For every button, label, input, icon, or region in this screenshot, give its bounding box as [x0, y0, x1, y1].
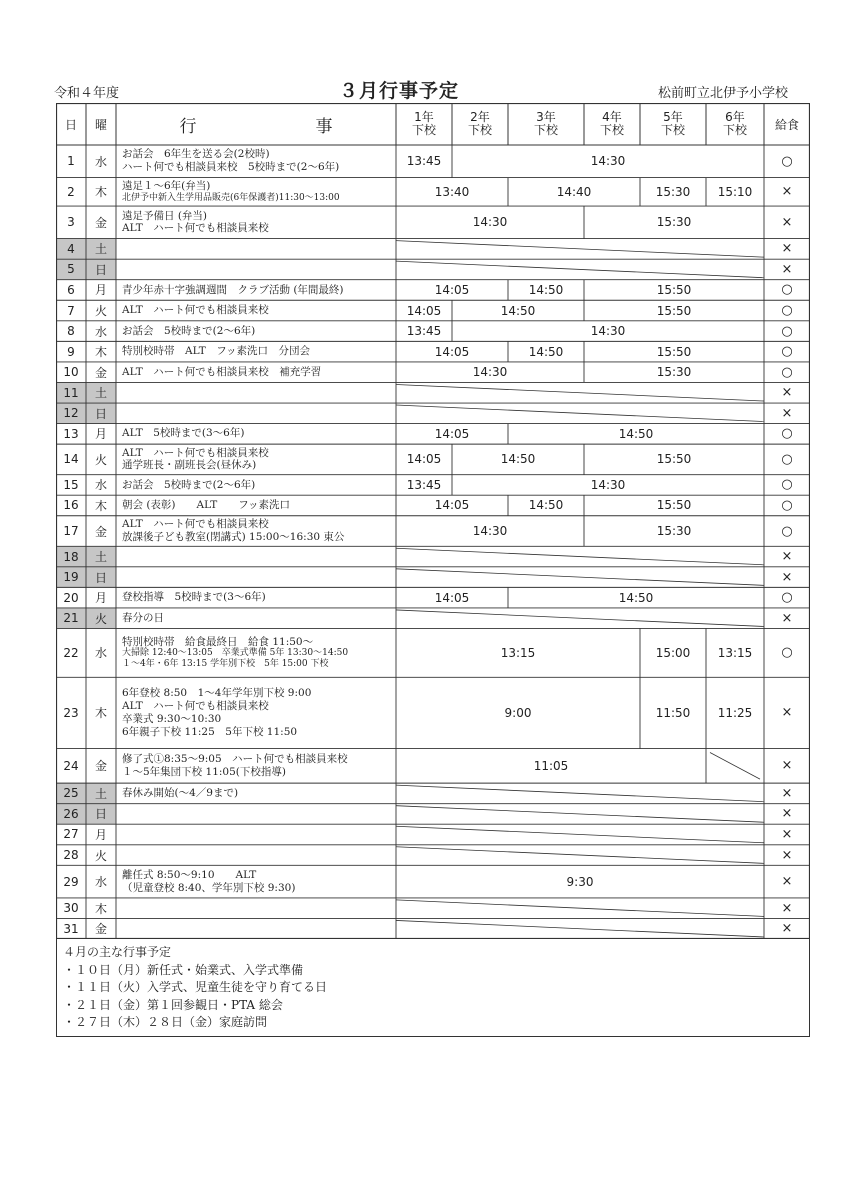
day-number: 2	[67, 184, 75, 199]
dismissal-time: 14:30	[472, 365, 508, 380]
event-line: ALT ハート何でも相談員来校	[122, 446, 269, 459]
dismissal-time: 14:50	[528, 344, 564, 359]
day-number: 26	[63, 806, 79, 821]
dismissal-time: 14:05	[434, 498, 470, 513]
lunch-mark: ×	[781, 261, 793, 277]
no-school-diagonal	[396, 785, 764, 802]
no-school-diagonal	[396, 610, 764, 627]
event-line: ALT ハート何でも相談員来校	[122, 700, 269, 713]
weekday: 木	[94, 498, 107, 513]
weekday: 金	[94, 759, 107, 774]
lunch-mark: ×	[781, 785, 793, 801]
event-line: 放課後子ども教室(閉講式) 15:00～16:30 東公	[122, 531, 345, 543]
fiscal-year: 令和４年度	[54, 86, 120, 101]
dismissal-time: 15:50	[656, 452, 692, 467]
day-number: 19	[63, 570, 79, 585]
dismissal-time: 14:50	[528, 282, 564, 297]
grade-header-line: 下校	[722, 123, 747, 137]
grade-header-line: 3年	[536, 109, 556, 124]
col-header-grade-3	[508, 103, 584, 145]
dismissal-time: 15:50	[656, 282, 692, 297]
event-line: お話会 5校時まで(2～6年)	[122, 478, 256, 491]
col-header-grade-6	[706, 103, 764, 145]
weekday: 金	[94, 922, 107, 937]
no-school-diagonal	[396, 261, 764, 278]
notes-item: ・２１日（金）第１回参観日・PTA 総会	[63, 997, 283, 1012]
dismissal-time: 15:50	[656, 344, 692, 359]
weekday: 木	[94, 901, 107, 916]
weekday: 日	[94, 262, 107, 277]
lunch-mark: ×	[781, 610, 793, 626]
lunch-mark: ×	[781, 241, 793, 257]
lunch-mark: ○	[781, 364, 793, 380]
event-cell	[116, 403, 402, 424]
dismissal-time: 15:30	[656, 524, 692, 538]
day-number: 15	[63, 477, 79, 492]
lunch-mark: ×	[781, 214, 793, 230]
lunch-mark: ○	[781, 451, 793, 467]
event-line: 特別校時帯 ALT フッ素洗口 分団会	[122, 345, 310, 358]
dismissal-time: 14:05	[434, 282, 470, 297]
event-cell	[116, 918, 402, 939]
event-cell	[116, 608, 402, 629]
dismissal-time: 14:30	[472, 215, 508, 230]
dismissal-time: 14:05	[406, 452, 442, 467]
col-header-weekday: 曜	[94, 117, 107, 132]
lunch-mark: ×	[781, 921, 793, 937]
day-number: 11	[63, 385, 79, 400]
weekday: 金	[94, 215, 107, 230]
lunch-mark: ×	[781, 758, 793, 774]
lunch-mark: ×	[781, 184, 793, 200]
col-header-events: 行 事	[179, 116, 333, 137]
dismissal-time: 13:45	[406, 154, 442, 169]
lunch-mark: ×	[781, 405, 793, 421]
day-number: 14	[63, 452, 79, 467]
event-cell	[116, 516, 402, 547]
event-cell	[116, 546, 402, 567]
event-cell	[116, 495, 402, 516]
lunch-mark: ×	[781, 826, 793, 842]
weekday: 月	[94, 827, 107, 842]
lunch-mark: ○	[781, 426, 793, 442]
grade-header-line: 下校	[533, 123, 558, 137]
event-cell	[116, 145, 402, 178]
event-line: 春休み開始(～4／9まで)	[122, 787, 239, 799]
page-title: ３月行事予定	[339, 80, 460, 102]
day-number: 17	[63, 524, 79, 538]
no-school-diagonal	[396, 900, 764, 917]
event-line: 遠足予備日 (弁当)	[122, 209, 208, 222]
day-number: 7	[67, 303, 75, 318]
event-line: ALT ハート何でも相談員来校	[122, 222, 269, 235]
dismissal-time: 14:05	[434, 344, 470, 359]
no-school-diagonal	[396, 806, 764, 823]
event-cell	[116, 898, 402, 919]
grade-header-line: 下校	[660, 123, 685, 137]
day-number: 29	[63, 874, 79, 889]
event-cell	[116, 749, 402, 784]
dismissal-time: 14:40	[556, 184, 592, 199]
no-school-diagonal	[396, 384, 764, 401]
event-cell	[116, 206, 402, 239]
weekday: 木	[94, 185, 107, 200]
weekday: 土	[94, 786, 107, 801]
day-number: 3	[67, 215, 75, 230]
day-number: 28	[63, 848, 79, 863]
event-line: 朝会 (表彰) ALT フッ素洗口	[122, 499, 290, 512]
dismissal-time: 15:10	[717, 184, 753, 199]
event-line: 青少年赤十字強調週間 クラブ活動 (年間最終)	[122, 283, 344, 296]
no-school-diagonal	[396, 569, 764, 586]
dismissal-time: 11:50	[655, 705, 691, 720]
event-line: 6年親子下校 11:25 5年下校 11:50	[122, 725, 298, 738]
dismissal-time: 11:25	[717, 705, 753, 720]
dismissal-time: 14:05	[434, 590, 470, 605]
col-header-lunch: 給食	[774, 117, 799, 132]
weekday: 木	[94, 345, 107, 360]
day-number: 24	[63, 758, 79, 773]
dismissal-time: 11:05	[533, 758, 569, 773]
grade-header-line: 5年	[663, 109, 683, 124]
weekday: 火	[94, 611, 107, 626]
april-notes	[56, 939, 810, 1037]
event-line: ALT ハート何でも相談員来校 補充学習	[122, 365, 322, 378]
weekday: 水	[94, 875, 107, 890]
event-line: 離任式 8:50～9:10 ALT	[122, 868, 257, 881]
event-line: 6年登校 8:50 1～4年学年別下校 9:00	[122, 687, 312, 700]
event-line: 遠足１～6年(弁当)	[122, 179, 211, 192]
event-cell	[116, 259, 402, 280]
event-line: 春分の日	[122, 611, 164, 624]
event-cell	[116, 804, 402, 825]
day-number: 31	[63, 921, 79, 936]
day-number: 20	[63, 590, 79, 605]
dismissal-time: 14:30	[590, 324, 626, 339]
day-number: 13	[63, 426, 79, 441]
grade-header-line: 1年	[414, 109, 434, 124]
dismissal-time: 14:30	[472, 524, 508, 538]
event-line: ALT ハート何でも相談員来校	[122, 304, 269, 317]
grade-header-line: 2年	[470, 109, 490, 124]
no-school-diagonal	[396, 920, 764, 937]
weekday: 火	[94, 304, 107, 319]
dismissal-time: 13:15	[717, 645, 753, 660]
lunch-mark: ×	[781, 874, 793, 890]
dismissal-time: 13:45	[406, 477, 442, 492]
dismissal-time: 15:50	[656, 498, 692, 513]
lunch-mark: ○	[781, 303, 793, 319]
weekday: 土	[94, 386, 107, 401]
lunch-mark: ×	[781, 847, 793, 863]
event-cell	[116, 865, 402, 898]
no-school-diagonal	[710, 753, 760, 780]
grade-header-line: 下校	[599, 123, 624, 137]
dismissal-time: 14:30	[590, 477, 626, 492]
col-header-grade-4	[584, 103, 640, 145]
event-cell	[116, 341, 402, 362]
col-header-grade-1	[396, 103, 452, 145]
event-cell	[116, 845, 402, 866]
dismissal-time: 14:50	[500, 452, 536, 467]
event-cell	[116, 424, 402, 445]
event-line: 通学班長・副班長会(昼休み)	[122, 459, 257, 472]
event-line: 北伊予中新入生学用品販売(6年保護者)11:30～13:00	[122, 192, 340, 203]
event-line: お話会 6年生を送る会(2校時)	[122, 148, 270, 161]
weekday: 月	[94, 427, 107, 442]
day-number: 27	[63, 827, 79, 842]
dismissal-time: 14:30	[590, 154, 626, 169]
lunch-mark: ○	[781, 153, 793, 169]
lunch-mark: ×	[781, 806, 793, 822]
lunch-mark: ○	[781, 497, 793, 513]
grade-header-line: 下校	[467, 123, 492, 137]
event-line: （児童登校 8:40、学年別下校 9:30)	[122, 881, 296, 894]
dismissal-time: 14:50	[500, 303, 536, 318]
day-number: 30	[63, 901, 79, 916]
lunch-mark: ○	[781, 323, 793, 339]
event-line: １～4年・6年 13:15 学年別下校 5年 15:00 下校	[122, 659, 329, 670]
day-number: 8	[67, 324, 75, 339]
notes-item: ・１１日（火）入学式、児童生徒を守り育てる日	[63, 980, 328, 994]
event-cell	[116, 824, 402, 845]
event-cell	[116, 280, 402, 301]
event-cell	[116, 444, 402, 475]
weekday: 水	[94, 478, 107, 493]
weekday: 日	[94, 570, 107, 585]
event-cell	[116, 628, 402, 677]
dismissal-time: 14:50	[618, 590, 654, 605]
day-number: 12	[63, 406, 79, 421]
lunch-mark: ○	[781, 523, 793, 539]
event-cell	[116, 382, 402, 403]
lunch-mark: ×	[781, 900, 793, 916]
weekday: 火	[94, 452, 107, 467]
dismissal-time: 14:05	[434, 426, 470, 441]
lunch-mark: ○	[781, 344, 793, 360]
event-cell	[116, 475, 402, 496]
lunch-mark: ×	[781, 705, 793, 721]
weekday: 日	[94, 807, 107, 822]
event-line: ALT ハート何でも相談員来校	[122, 518, 269, 531]
event-line: 大掃除 12:40～13:05 卒業式準備 5年 13:30～14:50	[122, 648, 349, 659]
weekday: 土	[94, 242, 107, 257]
day-number: 25	[63, 786, 79, 801]
event-line: １～5年集団下校 11:05(下校指導)	[122, 765, 286, 778]
no-school-diagonal	[396, 548, 764, 565]
dismissal-time: 14:50	[528, 498, 564, 513]
dismissal-time: 15:30	[655, 184, 691, 199]
document-header	[54, 78, 810, 100]
weekday: 木	[94, 706, 107, 721]
dismissal-time: 9:00	[504, 705, 532, 720]
notes-item: ・２７日（木）２８日（金）家庭訪問	[63, 1015, 268, 1029]
lunch-mark: ○	[781, 645, 793, 661]
day-number: 4	[67, 241, 75, 256]
weekday: 金	[94, 524, 107, 539]
dismissal-time: 9:30	[566, 874, 594, 889]
dismissal-time: 15:30	[656, 365, 692, 380]
day-number: 10	[63, 365, 79, 380]
dismissal-time: 14:50	[618, 426, 654, 441]
no-school-diagonal	[396, 241, 764, 258]
weekday: 月	[94, 283, 107, 298]
dismissal-time: 15:30	[656, 215, 692, 230]
weekday: 火	[94, 848, 107, 863]
event-line: 卒業式 9:30～10:30	[122, 712, 222, 725]
school-name: 松前町立北伊予小学校	[657, 86, 788, 101]
lunch-mark: ○	[781, 477, 793, 493]
grade-header-line: 4年	[602, 109, 622, 124]
day-number: 23	[63, 705, 79, 720]
event-cell	[116, 362, 402, 383]
grade-header-line: 6年	[725, 109, 745, 124]
lunch-mark: ×	[781, 385, 793, 401]
dismissal-time: 13:15	[500, 645, 536, 660]
event-line: お話会 5校時まで(2～6年)	[122, 324, 256, 337]
weekday: 水	[94, 154, 107, 169]
grade-header-line: 下校	[411, 123, 436, 137]
event-cell	[116, 783, 402, 804]
event-line: ハート何でも相談員来校 5校時まで(2～6年)	[122, 161, 340, 174]
dismissal-time: 13:45	[406, 324, 442, 339]
lunch-mark: ○	[781, 282, 793, 298]
event-cell	[116, 677, 402, 748]
event-line: 特別校時帯 給食最終日 給食 11:50～	[122, 635, 314, 648]
event-line: 修了式①8:35～9:05 ハート何でも相談員来校	[122, 753, 348, 766]
no-school-diagonal	[396, 847, 764, 864]
weekday: 金	[94, 365, 107, 380]
day-number: 6	[67, 282, 75, 297]
event-cell	[116, 178, 402, 206]
col-header-day: 日	[64, 117, 77, 132]
event-line: 登校指導 5校時まで(3～6年)	[122, 591, 266, 604]
event-cell	[116, 587, 402, 608]
weekday: 土	[94, 550, 107, 565]
dismissal-time: 13:40	[434, 184, 470, 199]
notes-item: ・１０日（月）新任式・始業式、入学式準備	[63, 962, 304, 977]
lunch-mark: ×	[781, 549, 793, 565]
day-number: 22	[63, 645, 79, 660]
lunch-mark: ○	[781, 590, 793, 606]
event-cell	[116, 321, 402, 342]
weekday: 月	[94, 591, 107, 606]
event-cell	[116, 567, 402, 588]
col-header-grade-2	[452, 103, 508, 145]
no-school-diagonal	[396, 405, 764, 422]
no-school-diagonal	[396, 826, 764, 843]
day-number: 9	[67, 344, 75, 359]
notes-title: ４月の主な行事予定	[63, 945, 172, 959]
dismissal-time: 15:00	[655, 645, 691, 660]
day-number: 1	[67, 154, 75, 169]
dismissal-time: 14:05	[406, 303, 442, 318]
dismissal-time: 15:50	[656, 303, 692, 318]
weekday: 水	[94, 646, 107, 661]
event-line: ALT 5校時まで(3～6年)	[122, 427, 245, 440]
day-number: 18	[63, 549, 79, 564]
weekday: 水	[94, 324, 107, 339]
event-cell	[116, 300, 402, 321]
day-number: 16	[63, 498, 79, 513]
lunch-mark: ×	[781, 569, 793, 585]
col-header-grade-5	[640, 103, 706, 145]
day-number: 21	[63, 611, 79, 626]
event-cell	[116, 239, 402, 260]
schedule-table	[56, 103, 810, 939]
day-number: 5	[67, 262, 75, 277]
weekday: 日	[94, 406, 107, 421]
